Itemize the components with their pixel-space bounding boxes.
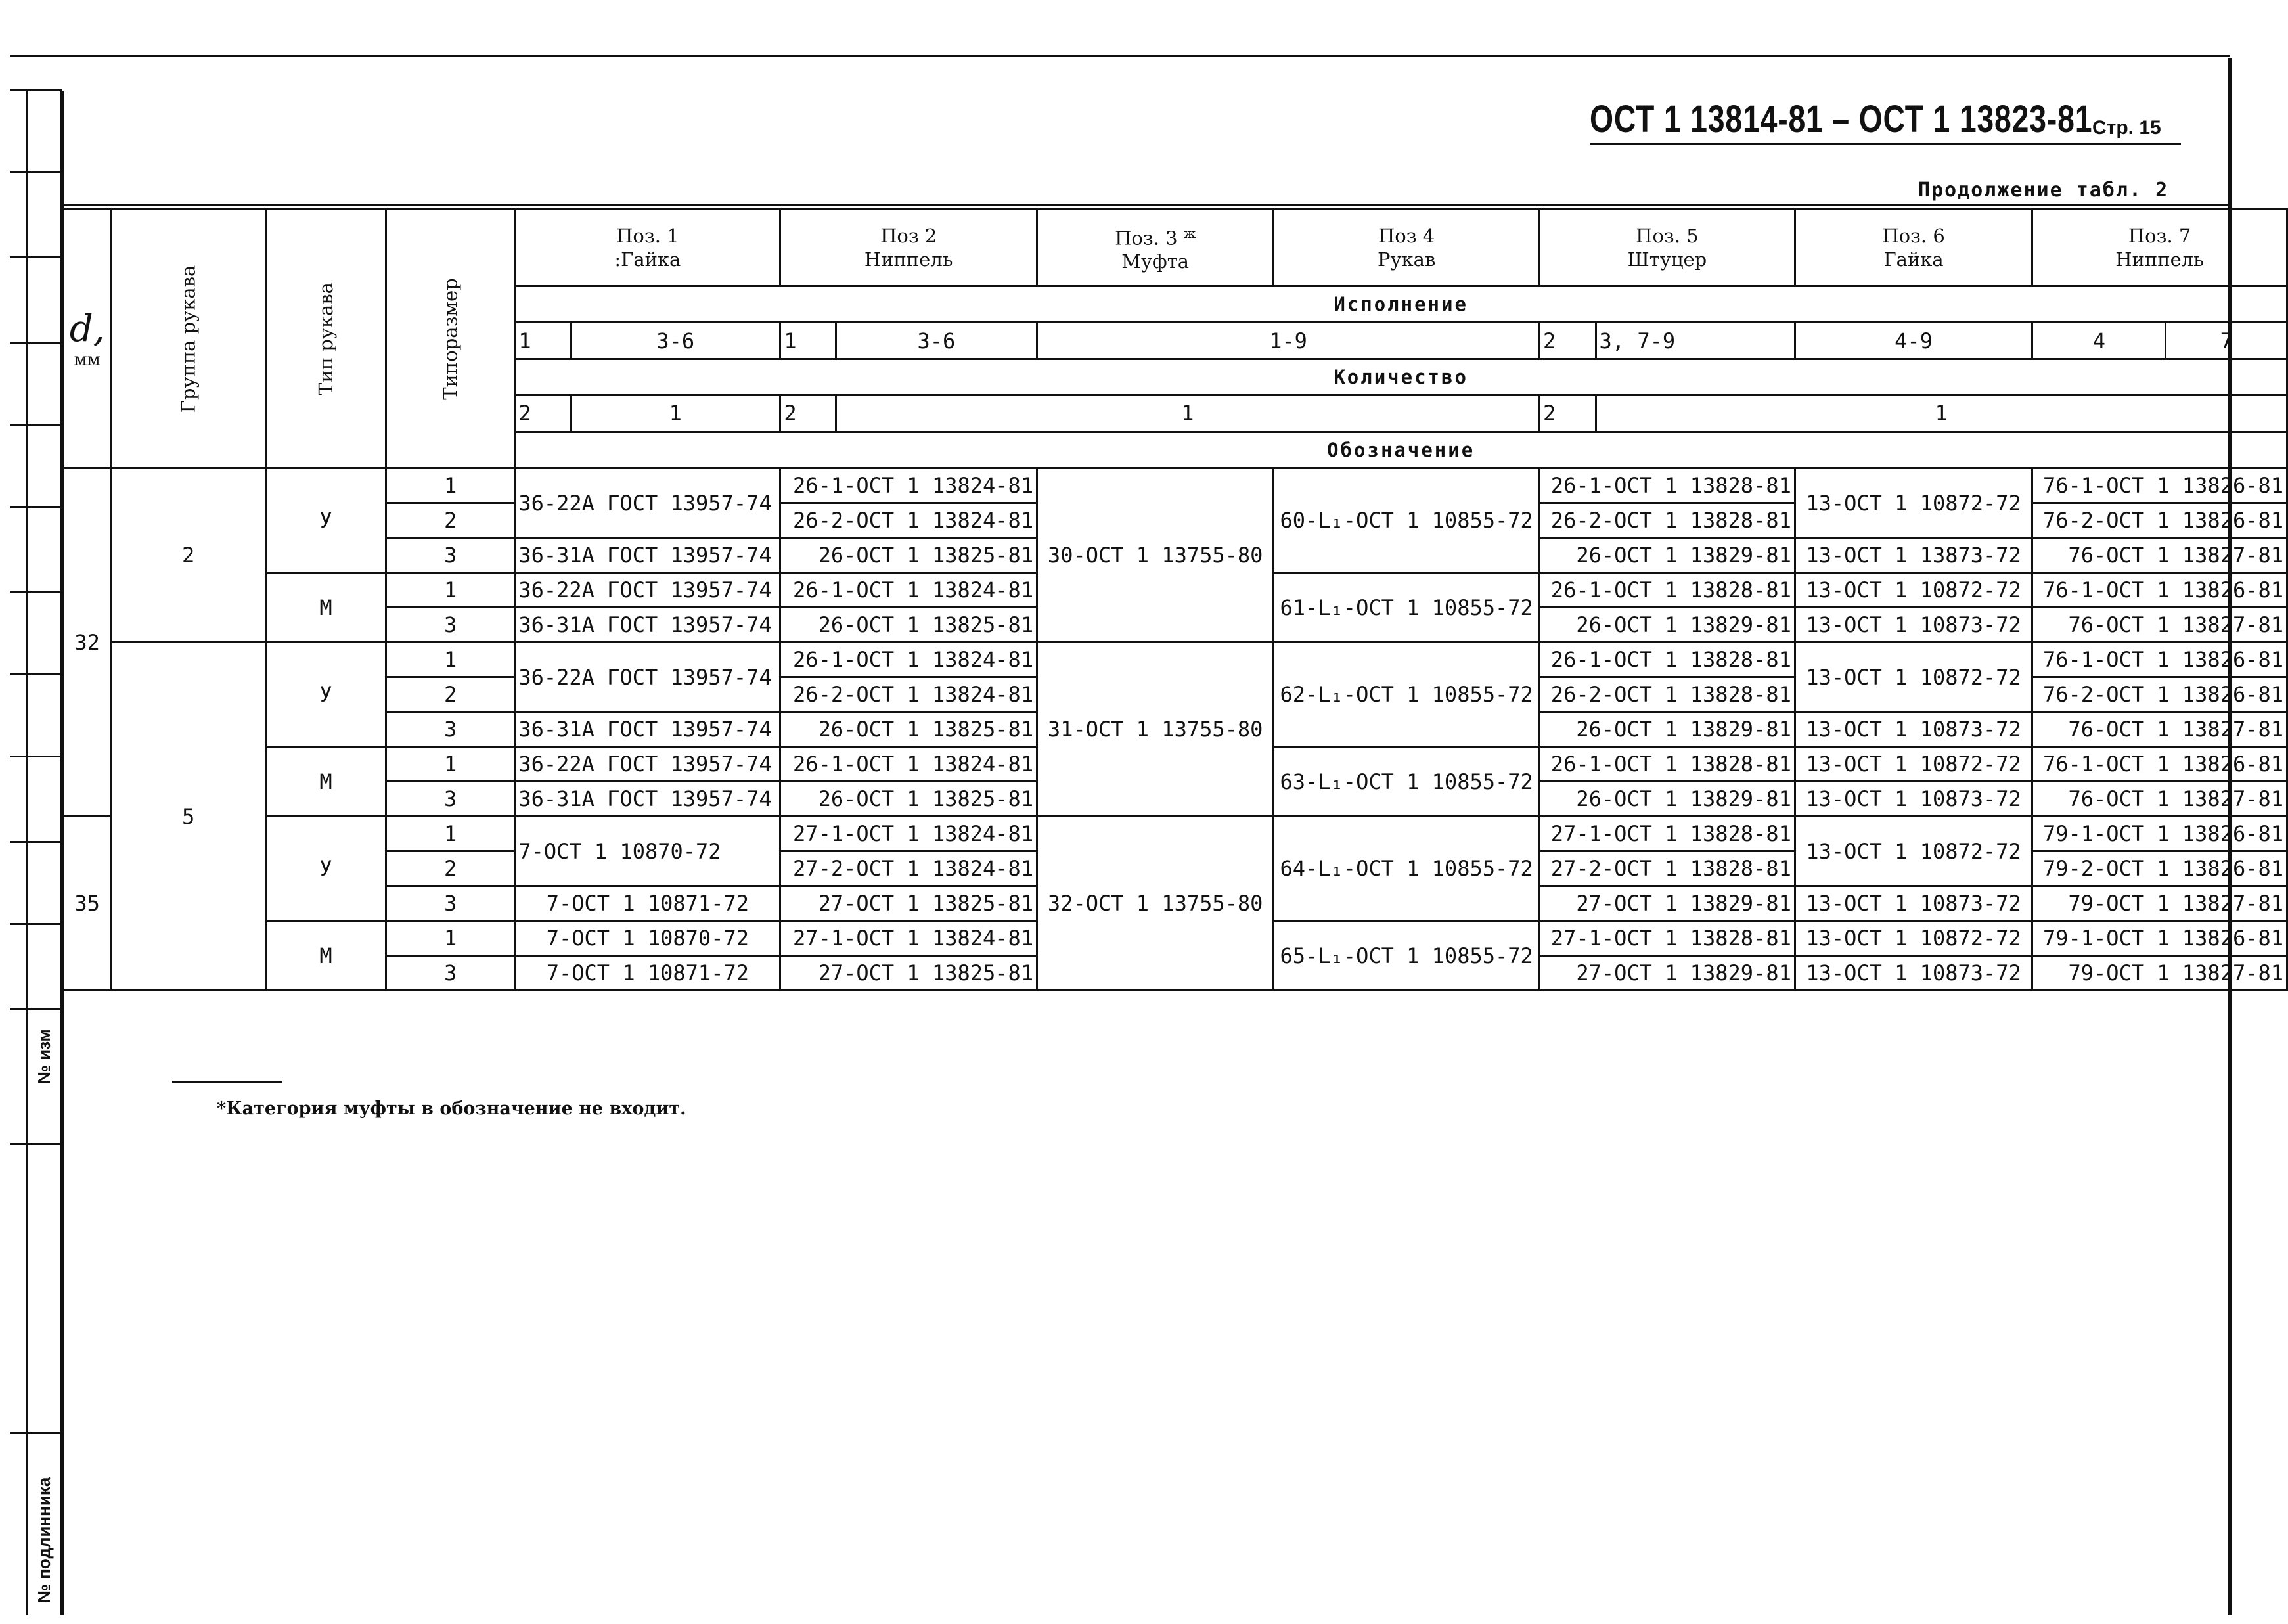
pos5-cell: 26-ОСТ 1 13829-81 bbox=[1539, 538, 1795, 573]
size-value: 3 bbox=[386, 956, 514, 991]
pos1-cell: 7-ОСТ 1 10871-72 bbox=[515, 956, 780, 991]
size-header bbox=[386, 209, 514, 468]
pos4-number: Поз 4 bbox=[1378, 224, 1435, 247]
type-value: У bbox=[266, 817, 386, 921]
group-value: 2 bbox=[111, 468, 266, 643]
pos2-cell: 26-2-ОСТ 1 13824-81 bbox=[780, 503, 1037, 538]
type-label: Тип рукава bbox=[314, 282, 337, 395]
pos1-cell: 36-31А ГОСТ 13957-74 bbox=[515, 538, 780, 573]
pos1-cell: 36-22А ГОСТ 13957-74 bbox=[515, 643, 780, 712]
size-value: 2 bbox=[386, 851, 514, 886]
margin-tick bbox=[10, 756, 62, 757]
pos2-cell: 26-ОСТ 1 13825-81 bbox=[780, 608, 1037, 643]
exec-cell: 1-9 bbox=[1037, 323, 1540, 359]
pos6-cell: 13-ОСТ 1 10872-72 bbox=[1795, 468, 2032, 538]
pos7-cell: 79-1-ОСТ 1 13826-81 bbox=[2032, 817, 2287, 851]
pos1-cell: 36-22А ГОСТ 13957-74 bbox=[515, 468, 780, 538]
header-underline bbox=[62, 204, 2230, 206]
designation-band: Обозначение bbox=[515, 432, 2287, 468]
pos5-cell: 26-1-ОСТ 1 13828-81 bbox=[1539, 643, 1795, 677]
pos4-cell: 62-L₁-ОСТ 1 10855-72 bbox=[1274, 643, 1540, 747]
pos2-cell: 26-1-ОСТ 1 13824-81 bbox=[780, 573, 1037, 608]
pos3-cell: 31-ОСТ 1 13755-80 bbox=[1037, 643, 1274, 817]
spec-table bbox=[62, 208, 2288, 991]
margin-tick bbox=[10, 342, 62, 344]
margin-tick bbox=[10, 506, 62, 508]
pos6-cell: 13-ОСТ 1 10872-72 bbox=[1795, 921, 2032, 956]
size-value: 3 bbox=[386, 608, 514, 643]
size-value: 1 bbox=[386, 643, 514, 677]
pos2-cell: 26-1-ОСТ 1 13824-81 bbox=[780, 643, 1037, 677]
size-value: 2 bbox=[386, 677, 514, 712]
pos7-cell: 76-ОСТ 1 13827-81 bbox=[2032, 782, 2287, 817]
pos2-cell: 27-1-ОСТ 1 13824-81 bbox=[780, 817, 1037, 851]
size-label: Типоразмер bbox=[439, 278, 462, 400]
size-value: 2 bbox=[386, 503, 514, 538]
d-symbol: d, bbox=[69, 307, 105, 350]
exec-cell: 3-6 bbox=[571, 323, 780, 359]
pos2-name: Ниппель bbox=[864, 248, 953, 271]
pos5-number: Поз. 5 bbox=[1636, 224, 1699, 247]
pos7-cell: 79-2-ОСТ 1 13826-81 bbox=[2032, 851, 2287, 886]
pos4-name: Рукав bbox=[1377, 248, 1436, 271]
pos3-cell: 32-ОСТ 1 13755-80 bbox=[1037, 817, 1274, 991]
table-continuation-caption: Продолжение табл. 2 bbox=[1918, 179, 2169, 202]
size-value: 1 bbox=[386, 921, 514, 956]
pos2-cell: 27-1-ОСТ 1 13824-81 bbox=[780, 921, 1037, 956]
pos3-number: Поз. 3 bbox=[1115, 227, 1178, 250]
pos2-cell: 26-1-ОСТ 1 13824-81 bbox=[780, 747, 1037, 782]
standard-title: ОСТ 1 13814-81 – ОСТ 1 13823-81 bbox=[1590, 98, 2093, 141]
pos7-cell: 76-ОСТ 1 13827-81 bbox=[2032, 712, 2287, 747]
pos1-cell: 36-31А ГОСТ 13957-74 bbox=[515, 712, 780, 747]
pos3-header bbox=[1037, 209, 1274, 286]
pos2-cell: 26-ОСТ 1 13825-81 bbox=[780, 538, 1037, 573]
pos5-cell: 26-ОСТ 1 13829-81 bbox=[1539, 782, 1795, 817]
pos2-header bbox=[780, 209, 1037, 286]
d-value: 32 bbox=[64, 468, 111, 817]
group-value: 5 bbox=[111, 643, 266, 991]
pos2-cell: 27-ОСТ 1 13825-81 bbox=[780, 956, 1037, 991]
type-value: М bbox=[266, 921, 386, 991]
exec-cell: 4-9 bbox=[1795, 323, 2032, 359]
margin-strip-left bbox=[26, 91, 28, 1615]
pos2-cell: 26-ОСТ 1 13825-81 bbox=[780, 712, 1037, 747]
margin-tick bbox=[10, 424, 62, 426]
pos6-name: Гайка bbox=[1883, 248, 1944, 271]
margin-tick bbox=[10, 1143, 62, 1145]
pos2-cell: 26-2-ОСТ 1 13824-81 bbox=[780, 677, 1037, 712]
pos7-cell: 76-1-ОСТ 1 13826-81 bbox=[2032, 573, 2287, 608]
pos4-cell: 61-L₁-ОСТ 1 10855-72 bbox=[1274, 573, 1540, 643]
pos5-header bbox=[1539, 209, 1795, 286]
margin-tick bbox=[10, 591, 62, 593]
pos7-cell: 79-ОСТ 1 13827-81 bbox=[2032, 956, 2287, 991]
pos4-cell: 65-L₁-ОСТ 1 10855-72 bbox=[1274, 921, 1540, 991]
type-value: М bbox=[266, 747, 386, 817]
margin-tick bbox=[10, 171, 62, 173]
pos1-name: :Гайка bbox=[614, 248, 681, 271]
pos5-cell: 26-ОСТ 1 13829-81 bbox=[1539, 608, 1795, 643]
exec-cell: 1 bbox=[515, 323, 571, 359]
size-value: 3 bbox=[386, 712, 514, 747]
pos7-cell: 76-2-ОСТ 1 13826-81 bbox=[2032, 677, 2287, 712]
pos1-cell: 7-ОСТ 1 10870-72 bbox=[515, 817, 780, 886]
pos6-cell: 13-ОСТ 1 10872-72 bbox=[1795, 747, 2032, 782]
exec-cell: 3, 7-9 bbox=[1596, 323, 1795, 359]
qty-cell: 2 bbox=[780, 395, 836, 432]
pos7-header bbox=[2032, 209, 2287, 286]
size-value: 3 bbox=[386, 782, 514, 817]
d-header bbox=[64, 209, 111, 468]
pos6-header bbox=[1795, 209, 2032, 286]
margin-stamp-top: № изм bbox=[34, 1029, 54, 1084]
pos7-cell: 76-1-ОСТ 1 13826-81 bbox=[2032, 747, 2287, 782]
size-value: 1 bbox=[386, 817, 514, 851]
pos1-number: Поз. 1 bbox=[616, 224, 679, 247]
pos1-cell: 36-22А ГОСТ 13957-74 bbox=[515, 573, 780, 608]
pos6-cell: 13-ОСТ 1 10873-72 bbox=[1795, 782, 2032, 817]
exec-cell: 3-6 bbox=[836, 323, 1037, 359]
pos6-cell: 13-ОСТ 1 10872-72 bbox=[1795, 817, 2032, 886]
margin-tick bbox=[10, 923, 62, 925]
pos7-number: Поз. 7 bbox=[2128, 224, 2191, 247]
pos5-cell: 27-1-ОСТ 1 13828-81 bbox=[1539, 817, 1795, 851]
pos5-cell: 26-2-ОСТ 1 13828-81 bbox=[1539, 677, 1795, 712]
size-value: 3 bbox=[386, 538, 514, 573]
size-value: 1 bbox=[386, 747, 514, 782]
pos2-number: Поз 2 bbox=[880, 224, 937, 247]
execution-band: Исполнение bbox=[515, 286, 2287, 323]
margin-tick bbox=[10, 256, 62, 258]
pos1-cell: 36-31А ГОСТ 13957-74 bbox=[515, 782, 780, 817]
qty-cell: 2 bbox=[515, 395, 571, 432]
pos5-cell: 27-2-ОСТ 1 13828-81 bbox=[1539, 851, 1795, 886]
page-number: Стр. 15 bbox=[2092, 117, 2161, 139]
pos3-footnote-mark: ж bbox=[1183, 225, 1196, 241]
pos7-cell: 76-ОСТ 1 13827-81 bbox=[2032, 608, 2287, 643]
type-value: У bbox=[266, 468, 386, 573]
pos6-number: Поз. 6 bbox=[1882, 224, 1945, 247]
pos3-cell: 30-ОСТ 1 13755-80 bbox=[1037, 468, 1274, 643]
footnote-rule bbox=[172, 1081, 282, 1083]
type-header bbox=[266, 209, 386, 468]
pos3-name: Муфта bbox=[1121, 250, 1190, 273]
group-label: Группа рукава bbox=[177, 265, 200, 413]
pos4-header bbox=[1274, 209, 1540, 286]
pos4-cell: 60-L₁-ОСТ 1 10855-72 bbox=[1274, 468, 1540, 573]
exec-cell: 7 bbox=[2166, 323, 2287, 359]
pos5-cell: 26-2-ОСТ 1 13828-81 bbox=[1539, 503, 1795, 538]
pos4-cell: 64-L₁-ОСТ 1 10855-72 bbox=[1274, 817, 1540, 921]
pos2-cell: 26-ОСТ 1 13825-81 bbox=[780, 782, 1037, 817]
margin-strip-top bbox=[10, 89, 62, 91]
d-value: 35 bbox=[64, 817, 111, 991]
pos6-cell: 13-ОСТ 1 10873-72 bbox=[1795, 608, 2032, 643]
pos5-cell: 26-1-ОСТ 1 13828-81 bbox=[1539, 573, 1795, 608]
pos7-cell: 76-ОСТ 1 13827-81 bbox=[2032, 538, 2287, 573]
qty-cell: 1 bbox=[836, 395, 1539, 432]
page-top-rule bbox=[10, 55, 2230, 57]
qty-cell: 1 bbox=[1596, 395, 2287, 432]
pos1-cell: 36-31А ГОСТ 13957-74 bbox=[515, 608, 780, 643]
pos5-cell: 26-1-ОСТ 1 13828-81 bbox=[1539, 747, 1795, 782]
quantity-band: Количество bbox=[515, 359, 2287, 395]
type-value: У bbox=[266, 643, 386, 747]
pos7-cell: 76-1-ОСТ 1 13826-81 bbox=[2032, 468, 2287, 503]
pos7-cell: 79-1-ОСТ 1 13826-81 bbox=[2032, 921, 2287, 956]
pos6-cell: 13-ОСТ 1 13873-72 bbox=[1795, 538, 2032, 573]
size-value: 1 bbox=[386, 468, 514, 503]
qty-cell: 2 bbox=[1539, 395, 1596, 432]
pos5-cell: 27-1-ОСТ 1 13828-81 bbox=[1539, 921, 1795, 956]
pos2-cell: 27-ОСТ 1 13825-81 bbox=[780, 886, 1037, 921]
pos1-cell: 7-ОСТ 1 10871-72 bbox=[515, 886, 780, 921]
qty-cell: 1 bbox=[571, 395, 780, 432]
pos6-cell: 13-ОСТ 1 10873-72 bbox=[1795, 712, 2032, 747]
footnote: *Категория муфты в обозначение не входит. bbox=[217, 1098, 686, 1119]
pos5-name: Штуцер bbox=[1627, 248, 1707, 271]
type-value: М bbox=[266, 573, 386, 643]
exec-cell: 2 bbox=[1539, 323, 1596, 359]
pos5-cell: 26-ОСТ 1 13829-81 bbox=[1539, 712, 1795, 747]
title-underline bbox=[1590, 143, 2181, 145]
pos5-cell: 27-ОСТ 1 13829-81 bbox=[1539, 886, 1795, 921]
pos2-cell: 26-1-ОСТ 1 13824-81 bbox=[780, 468, 1037, 503]
pos7-cell: 76-1-ОСТ 1 13826-81 bbox=[2032, 643, 2287, 677]
pos6-cell: 13-ОСТ 1 10873-72 bbox=[1795, 956, 2032, 991]
size-value: 1 bbox=[386, 573, 514, 608]
pos6-cell: 13-ОСТ 1 10873-72 bbox=[1795, 886, 2032, 921]
margin-tick bbox=[10, 1008, 62, 1010]
size-value: 3 bbox=[386, 886, 514, 921]
pos5-cell: 27-ОСТ 1 13829-81 bbox=[1539, 956, 1795, 991]
pos6-cell: 13-ОСТ 1 10872-72 bbox=[1795, 573, 2032, 608]
pos5-cell: 26-1-ОСТ 1 13828-81 bbox=[1539, 468, 1795, 503]
exec-cell: 4 bbox=[2032, 323, 2166, 359]
pos1-cell: 36-22А ГОСТ 13957-74 bbox=[515, 747, 780, 782]
margin-tick bbox=[10, 841, 62, 843]
pos1-header bbox=[515, 209, 780, 286]
pos1-cell: 7-ОСТ 1 10870-72 bbox=[515, 921, 780, 956]
pos6-cell: 13-ОСТ 1 10872-72 bbox=[1795, 643, 2032, 712]
group-header bbox=[111, 209, 266, 468]
pos2-cell: 27-2-ОСТ 1 13824-81 bbox=[780, 851, 1037, 886]
pos7-name: Ниппель bbox=[2115, 248, 2204, 271]
pos7-cell: 76-2-ОСТ 1 13826-81 bbox=[2032, 503, 2287, 538]
pos7-cell: 79-ОСТ 1 13827-81 bbox=[2032, 886, 2287, 921]
pos4-cell: 63-L₁-ОСТ 1 10855-72 bbox=[1274, 747, 1540, 817]
d-unit: мм bbox=[74, 350, 101, 370]
margin-tick bbox=[10, 673, 62, 675]
exec-cell: 1 bbox=[780, 323, 836, 359]
margin-tick bbox=[10, 1432, 62, 1434]
margin-stamp-bottom: № подлинника bbox=[34, 1477, 54, 1603]
